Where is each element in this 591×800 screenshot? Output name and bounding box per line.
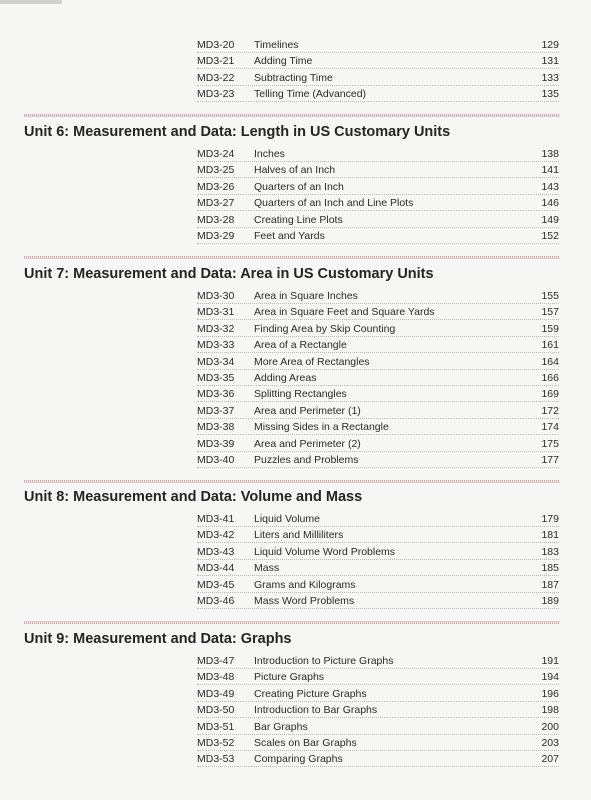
- unit-heading: Unit 9: Measurement and Data: Graphs: [24, 631, 292, 647]
- lesson-title: More Area of Rectangles: [254, 355, 370, 368]
- page-number: 159: [541, 322, 559, 335]
- page-number: 185: [541, 562, 559, 575]
- lesson-code: MD3-34: [197, 355, 235, 368]
- toc-entry[interactable]: [197, 304, 559, 320]
- lesson-title: Quarters of an Inch and Line Plots: [254, 197, 414, 210]
- lesson-code: MD3-52: [197, 737, 235, 749]
- lesson-title: Bar Graphs: [254, 720, 308, 733]
- toc-entry[interactable]: [197, 195, 559, 211]
- toc-entry[interactable]: [197, 86, 559, 102]
- lesson-code: MD3-40: [197, 454, 235, 466]
- lesson-code: MD3-20: [197, 39, 235, 51]
- toc-entry[interactable]: [197, 751, 559, 767]
- lesson-title: Scales on Bar Graphs: [254, 737, 357, 749]
- page-number: 149: [541, 213, 559, 226]
- section-divider: [24, 621, 560, 624]
- lesson-code: MD3-32: [197, 322, 235, 335]
- toc-entry[interactable]: [197, 593, 559, 609]
- page-number: 133: [541, 71, 559, 84]
- page-number: 164: [541, 355, 559, 368]
- toc-entry[interactable]: [197, 669, 559, 685]
- lesson-code: MD3-23: [197, 88, 235, 101]
- lesson-title: Area and Perimeter (2): [254, 437, 361, 450]
- page-number: 172: [541, 404, 559, 417]
- dotted-rule: [197, 608, 559, 609]
- toc-entry[interactable]: [197, 560, 559, 576]
- page-number: 179: [541, 513, 559, 525]
- lesson-title: Inches: [254, 148, 285, 160]
- lesson-code: MD3-25: [197, 164, 235, 177]
- page-number: 194: [541, 671, 559, 684]
- lesson-code: MD3-28: [197, 213, 235, 226]
- lesson-code: MD3-46: [197, 595, 235, 607]
- toc-entry[interactable]: [197, 452, 559, 468]
- lesson-code: MD3-39: [197, 437, 235, 450]
- lesson-code: MD3-41: [197, 513, 235, 525]
- lesson-title: Mass: [254, 562, 280, 575]
- page-number: 146: [541, 197, 559, 210]
- toc-entry[interactable]: [197, 228, 559, 244]
- lesson-title: Liters and Milliliters: [254, 529, 344, 542]
- lesson-code: MD3-44: [197, 562, 235, 575]
- lesson-code: MD3-27: [197, 197, 235, 210]
- page-number: 175: [541, 437, 559, 450]
- lesson-code: MD3-33: [197, 339, 235, 352]
- toc-entry[interactable]: [197, 719, 559, 735]
- lesson-title: Area in Square Feet and Square Yards: [254, 306, 435, 319]
- page-number: 174: [541, 421, 559, 434]
- dotted-rule: [197, 467, 559, 468]
- lesson-code: MD3-30: [197, 290, 235, 302]
- lesson-title: Feet and Yards: [254, 230, 325, 242]
- section-divider: [24, 114, 560, 117]
- toc-entry[interactable]: [197, 70, 559, 86]
- lesson-title: Area of a Rectangle: [254, 339, 347, 352]
- toc-entry[interactable]: [197, 436, 559, 452]
- lesson-code: MD3-51: [197, 720, 235, 733]
- lesson-title: Halves of an Inch: [254, 164, 336, 177]
- lesson-code: MD3-53: [197, 753, 235, 766]
- page-number: 169: [541, 388, 559, 401]
- lesson-code: MD3-26: [197, 180, 235, 193]
- lesson-code: MD3-22: [197, 71, 235, 84]
- lesson-title: Timelines: [254, 39, 299, 51]
- page-number: 138: [541, 148, 559, 160]
- lesson-title: Introduction to Bar Graphs: [254, 704, 378, 717]
- toc-entry[interactable]: [197, 321, 559, 337]
- page-number: 131: [541, 55, 559, 68]
- section-divider: [24, 480, 560, 483]
- page-number: 196: [541, 687, 559, 700]
- lesson-code: MD3-21: [197, 55, 235, 68]
- page-number: 143: [541, 180, 559, 193]
- lesson-title: Splitting Rectangles: [254, 388, 347, 401]
- page-number: 203: [541, 737, 559, 749]
- toc-entry[interactable]: [197, 419, 559, 435]
- lesson-code: MD3-50: [197, 704, 235, 717]
- lesson-code: MD3-35: [197, 372, 235, 384]
- toc-entry[interactable]: [197, 212, 559, 228]
- toc-entry[interactable]: [197, 735, 559, 751]
- lesson-code: MD3-31: [197, 306, 235, 319]
- lesson-code: MD3-48: [197, 671, 235, 684]
- lesson-title: Puzzles and Problems: [254, 454, 359, 466]
- toc-entry[interactable]: [197, 403, 559, 419]
- lesson-title: Mass Word Problems: [254, 595, 355, 607]
- lesson-title: Adding Time: [254, 55, 313, 68]
- lesson-title: Comparing Graphs: [254, 753, 343, 766]
- page-number: 129: [541, 39, 559, 51]
- toc-entry[interactable]: [197, 37, 559, 53]
- lesson-title: Area in Square Inches: [254, 290, 358, 302]
- lesson-code: MD3-47: [197, 655, 235, 667]
- toc-entry[interactable]: [197, 653, 559, 669]
- toc-entry[interactable]: [197, 179, 559, 195]
- page-number: 181: [541, 529, 559, 542]
- page-number: 141: [541, 164, 559, 177]
- page-number: 187: [541, 578, 559, 591]
- toc-entry[interactable]: [197, 288, 559, 304]
- dotted-rule: [197, 243, 559, 244]
- lesson-title: Creating Line Plots: [254, 213, 343, 226]
- lesson-code: MD3-36: [197, 388, 235, 401]
- lesson-code: MD3-45: [197, 578, 235, 591]
- lesson-title: Missing Sides in a Rectangle: [254, 421, 389, 434]
- unit-heading: Unit 8: Measurement and Data: Volume and Mass: [24, 489, 363, 505]
- lesson-code: MD3-49: [197, 687, 235, 700]
- lesson-code: MD3-42: [197, 529, 235, 542]
- page-number: 183: [541, 545, 559, 558]
- toc-entry[interactable]: [197, 337, 559, 353]
- toc-entry[interactable]: [197, 577, 559, 593]
- page-number: 207: [541, 753, 559, 766]
- lesson-title: Grams and Kilograms: [254, 578, 356, 591]
- dotted-rule: [197, 101, 559, 102]
- toc-entry[interactable]: [197, 370, 559, 386]
- page-number: 189: [541, 595, 559, 607]
- lesson-title: Picture Graphs: [254, 671, 325, 684]
- lesson-title: Liquid Volume Word Problems: [254, 545, 396, 558]
- toc-entry[interactable]: [197, 146, 559, 162]
- page-number: 177: [541, 454, 559, 466]
- page-number: 200: [541, 720, 559, 733]
- page-number: 161: [541, 339, 559, 352]
- lesson-title: Liquid Volume: [254, 513, 320, 525]
- lesson-title: Telling Time (Advanced): [254, 88, 367, 101]
- page-number: 191: [541, 655, 559, 667]
- toc-entry[interactable]: [197, 527, 559, 543]
- unit-heading: Unit 7: Measurement and Data: Area in US Customary Units: [24, 266, 434, 282]
- lesson-code: MD3-37: [197, 404, 235, 417]
- toc-entry[interactable]: [197, 354, 559, 370]
- lesson-code: MD3-38: [197, 421, 235, 434]
- lesson-code: MD3-43: [197, 545, 235, 558]
- lesson-title: Creating Picture Graphs: [254, 687, 367, 700]
- toc-entry[interactable]: [197, 162, 559, 178]
- scan-edge-mark: [0, 0, 62, 4]
- dotted-rule: [197, 766, 559, 767]
- lesson-title: Subtracting Time: [254, 71, 333, 84]
- lesson-title: Area and Perimeter (1): [254, 404, 361, 417]
- page-number: 198: [541, 704, 559, 717]
- unit-heading: Unit 6: Measurement and Data: Length in US Customary Units: [24, 124, 451, 140]
- toc-entry[interactable]: [197, 53, 559, 69]
- lesson-code: MD3-24: [197, 148, 235, 160]
- toc-entry[interactable]: [197, 702, 559, 718]
- toc-entry[interactable]: [197, 511, 559, 527]
- page-number: 155: [541, 290, 559, 302]
- toc-entry[interactable]: [197, 386, 559, 402]
- lesson-title: Quarters of an Inch: [254, 180, 344, 193]
- section-divider: [24, 256, 560, 259]
- page-number: 157: [541, 306, 559, 319]
- page-number: 135: [541, 88, 559, 101]
- page-number: 152: [541, 230, 559, 242]
- lesson-title: Adding Areas: [254, 372, 317, 384]
- lesson-title: Finding Area by Skip Counting: [254, 322, 396, 335]
- lesson-code: MD3-29: [197, 230, 235, 242]
- page-number: 166: [541, 372, 559, 384]
- toc-entry[interactable]: [197, 686, 559, 702]
- toc-entry[interactable]: [197, 544, 559, 560]
- lesson-title: Introduction to Picture Graphs: [254, 655, 394, 667]
